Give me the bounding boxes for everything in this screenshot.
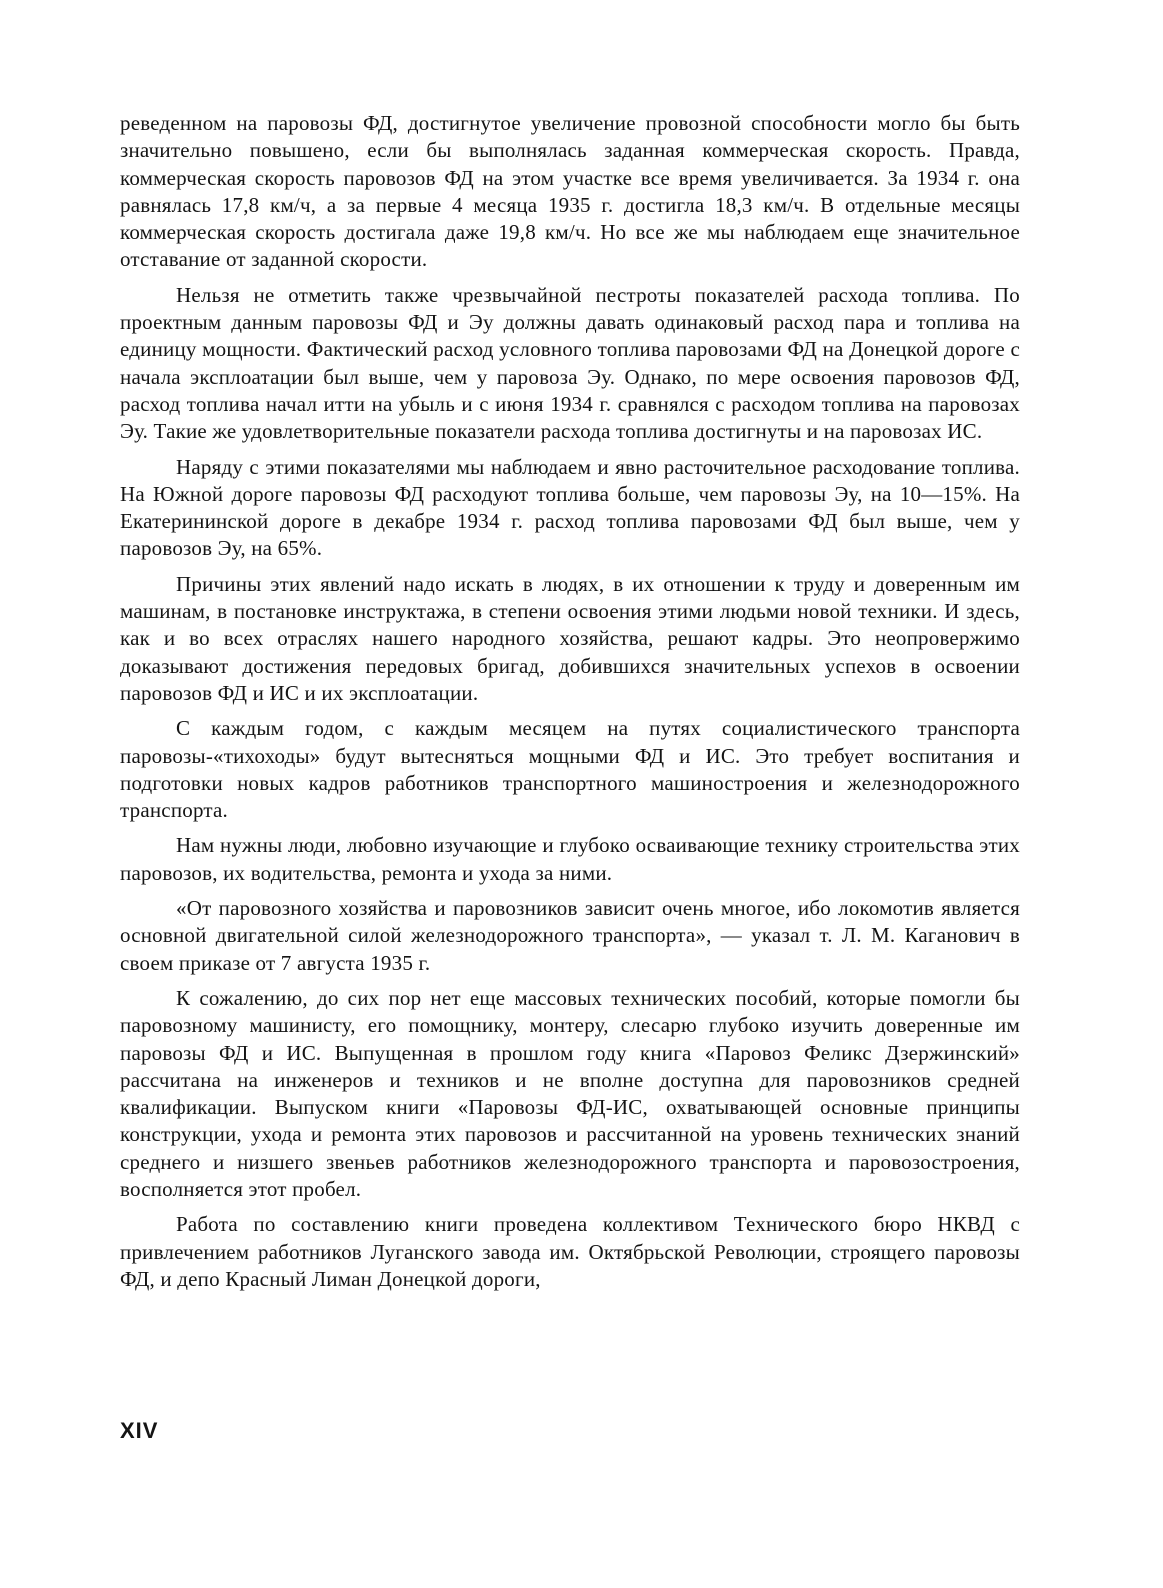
paragraph-8-text: К сожалению, до сих пор нет еще массовых технических пособий, которые помогли бы паровозному машинисту, его помощнику, монтеру, слесарю глубоко изучить доверенные им паровозы ФД и ИС. Выпущенная в прошлом году книга «Паровоз Феликс Дзержинский» рассчитана на инженеров и техников и не вполне доступна для паровозников средней квалификации. Выпуском книги «Паровозы ФД-ИС, охватывающей основные принципы конструкции, ухода и ремонта этих паровозов и рассчитанной на уровень технических знаний среднего и низшего звеньев работников железнодорожного транспорта и паровозостроения, восполняется этот пробел. [120,985,1020,1201]
page-number: XIV [120,1418,159,1443]
paragraph-9-text: Работа по составлению книги проведена коллективом Технического бюро НКВД с привлечением работников Луганского завода им. Октябрьской Революции, строящего паровозы ФД, и депо Красный Лиман Донецкой дороги, [120,1212,1020,1291]
paragraph-9 [120,1211,1020,1293]
paragraph-3 [120,454,1020,563]
paragraph-6-text: Нам нужны люди, любовно изучающие и глубоко осваивающие технику строительства этих паровозов, их водительства, ремонта и ухода за ними. [120,833,1020,885]
paragraph-5 [120,715,1020,824]
document-page [120,110,1020,1301]
paragraph-4-text: Причины этих явлений надо искать в людях, в их отношении к труду и доверенным им машинам, в постановке инструктажа, в степени освоения этими людьми новой техники. И здесь, как и во всех отраслях нашего народного хозяйства, решают кадры. Это неопровержимо доказывают достижения передовых бригад, добившихся значительных успехов в освоении паровозов ФД и ИС и их эксплоатации. [120,571,1020,705]
paragraph-8 [120,985,1020,1203]
paragraph-4 [120,571,1020,707]
paragraph-3-text: Наряду с этими показателями мы наблюдаем и явно расточительное расходование топлива. На Южной дороге паровозы ФД расходуют топлива больше, чем паровозы Эу, на 10—15%. На Екатерининской дороге в декабре 1934 г. расход топлива паровозами ФД был выше, чем у паровозов Эу, на 65%. [120,454,1020,561]
paragraph-2 [120,282,1020,446]
paragraph-7-text: «От паровозного хозяйства и паровозников зависит очень многое, ибо локомотив является основной двигательной силой железнодорожного транспорта», — указал т. Л. М. Каганович в своем приказе от 7 августа 1935 г. [120,896,1020,975]
paragraph-5-text: С каждым годом, с каждым месяцем на путях социалистического транспорта паровозы-«тихоходы» будут вытесняться мощными ФД и ИС. Это требует воспитания и подготовки новых кадров работников транспортного машиностроения и железнодорожного транспорта. [120,716,1020,823]
paragraph-1: реведенном на паровозы ФД, достигнутое увеличение провозной способности могло бы быть значительно повышено, если бы выполнялась заданная коммерческая скорость. Правда, коммерческая скорость паровозов ФД на этом участке все время увеличивается. За 1934 г. она равнялась 17,8 км/ч, а за первые 4 месяца 1935 г. достигла 18,3 км/ч. В отдельные месяцы коммерческая скорость достигала даже 19,8 км/ч. Но все же мы наблюдаем еще значительное отставание от заданной скорости. [120,111,1020,272]
paragraph-2-text: Нельзя не отметить также чрезвычайной пестроты показателей расхода топлива. По проектным данным паровозы ФД и Эу должны давать одинаковый расход пара и топлива на единицу мощности. Фактический расход условного топлива паровозами ФД на Донецкой дороге с начала эксплоатации был выше, чем у паровоза Эу. Однако, по мере освоения паровозов ФД, расход топлива начал итти на убыль и с июня 1934 г. сравнялся с расходом топлива на паровозах Эу. Такие же удовлетворительные показатели расхода топлива достигнуты и на паровозах ИС. [120,282,1020,444]
paragraph-7 [120,895,1020,977]
paragraph-6 [120,832,1020,887]
